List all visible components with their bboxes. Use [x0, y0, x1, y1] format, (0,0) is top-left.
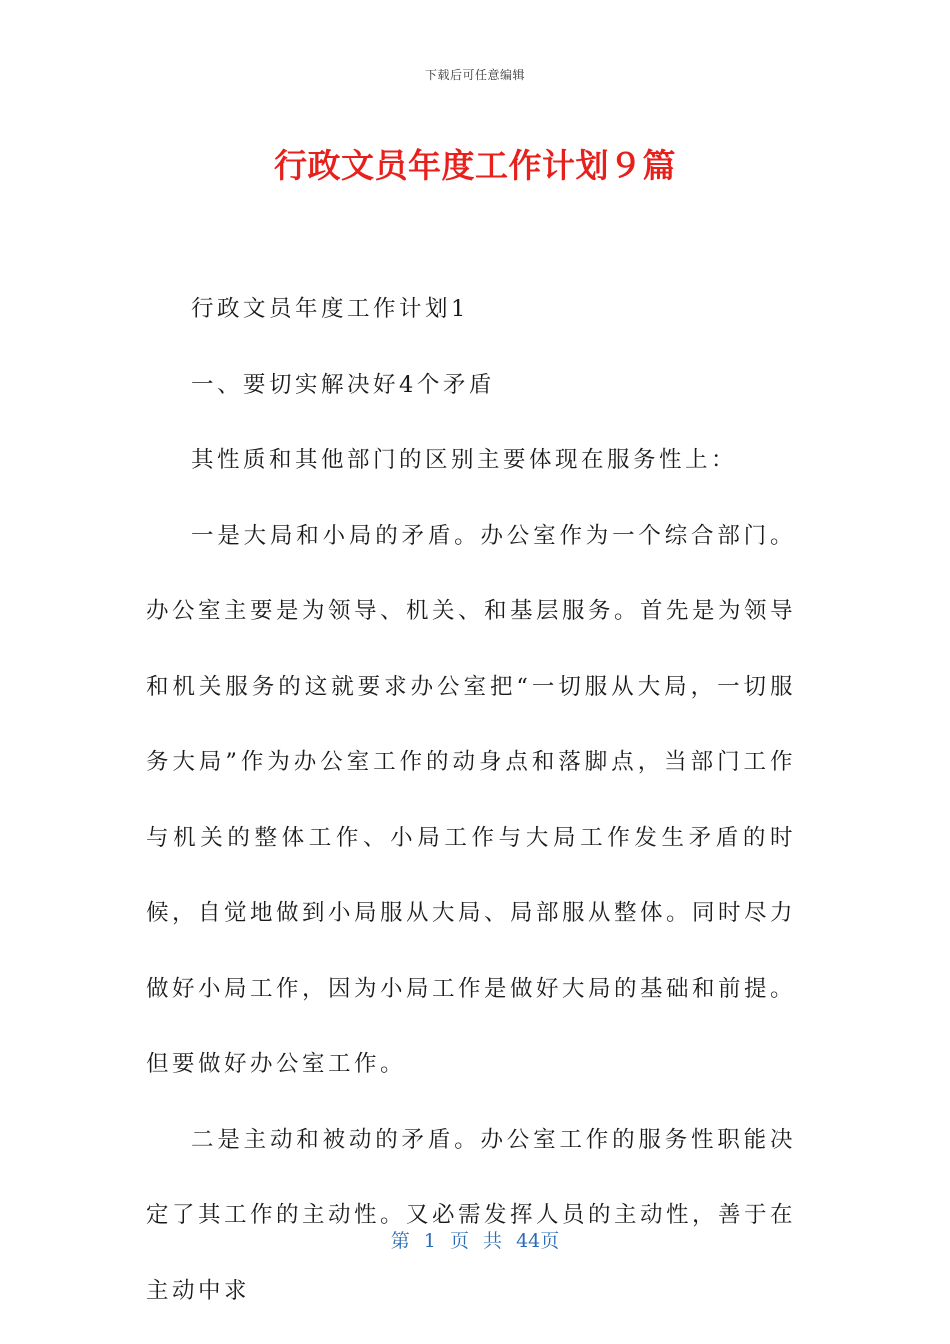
- paragraph: 一是大局和小局的矛盾。办公室作为一个综合部门。办公室主要是为领导、机关、和基层服务。首先是为领导和机关服务的这就要求办公室把“一切服从大局，一切服务大局”作为办公室工作的动身点和落脚点，当部门工作与机关的整体工作、小局工作与大局工作发生矛盾的时候，自觉地做到小局服从大局、局部服从整体。同时尽力做好小局工作，因为小局工作是做好大局的基础和前提。但要做好办公室工作。: [146, 522, 797, 1077]
- paragraph: 其性质和其他部门的区别主要体现在服务性上：: [191, 447, 738, 473]
- paragraph: 二是主动和被动的矛盾。办公室工作的服务性职能决定了其工作的主动性。又必需发挥人员的主动性，善于在主动中求: [146, 1126, 797, 1304]
- page-label: 第: [390, 1230, 410, 1252]
- page-header-note: 下载后可任意编辑: [424, 68, 525, 82]
- total-label: 共: [483, 1230, 503, 1252]
- subsection-heading: 一、要切实解决好4个矛盾: [191, 371, 495, 398]
- document-title: 行政文员年度工作计划９篇: [274, 146, 676, 185]
- document-body: [146, 272, 796, 1329]
- total-pages: 44页: [516, 1230, 560, 1252]
- current-page-number: 1: [423, 1230, 436, 1252]
- page-footer: [0, 1226, 950, 1253]
- section-heading: 行政文员年度工作计划1: [191, 296, 469, 322]
- page-unit: 页: [449, 1230, 469, 1252]
